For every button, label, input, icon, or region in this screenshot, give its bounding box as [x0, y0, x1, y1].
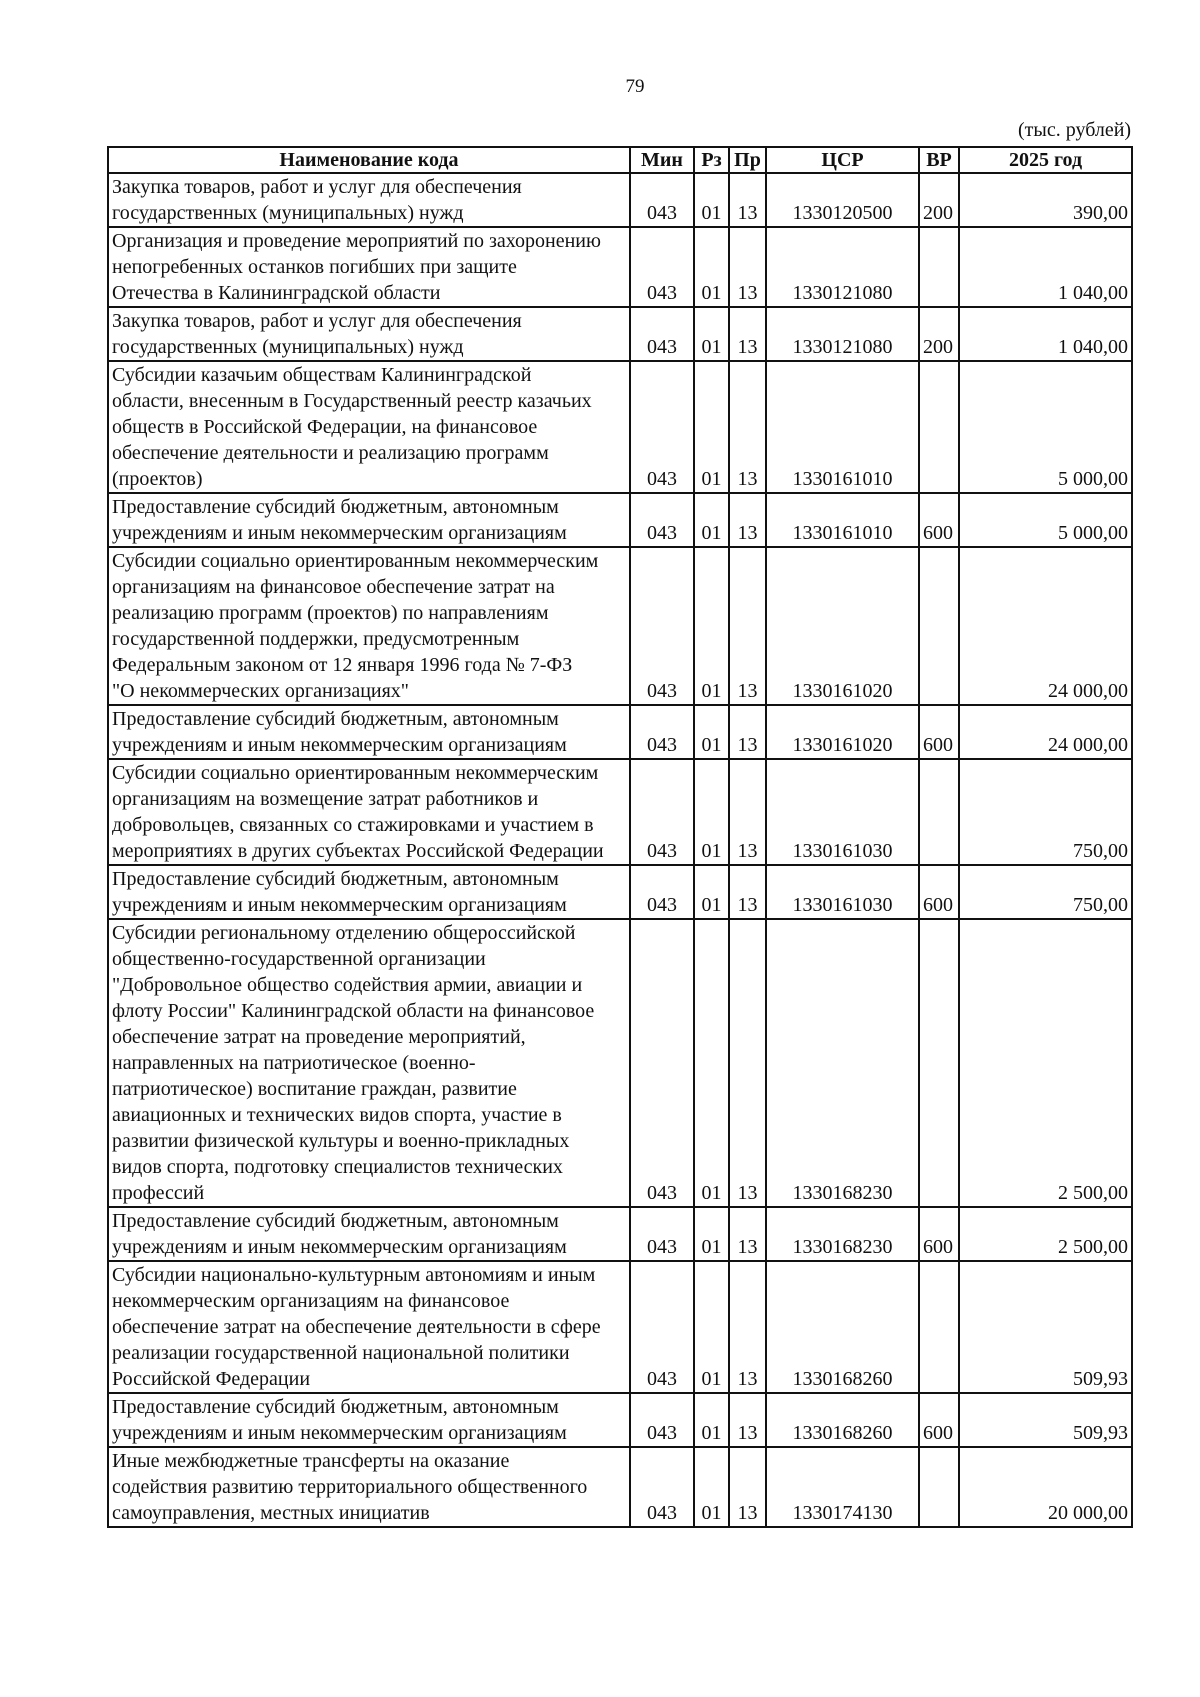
- row-rz: 01: [694, 919, 729, 1207]
- row-min: 043: [630, 759, 694, 865]
- row-vr: [919, 547, 959, 705]
- row-name: [108, 1393, 630, 1447]
- row-pr: 13: [729, 1447, 766, 1527]
- units-label: (тыс. рублей): [1018, 119, 1132, 141]
- row-vr: 600: [919, 705, 959, 759]
- row-name-line: профессий: [112, 1182, 205, 1204]
- table-row: [108, 759, 1132, 865]
- table-row: [108, 227, 1132, 307]
- row-vr: 600: [919, 865, 959, 919]
- row-name: [108, 705, 630, 759]
- row-vr: 600: [919, 493, 959, 547]
- row-name-line: Предоставление субсидий бюджетным, автономным: [112, 1210, 559, 1232]
- row-rz: 01: [694, 227, 729, 307]
- row-name-line: видов спорта, подготовку специалистов технических: [112, 1156, 563, 1178]
- row-name-line: "Добровольное общество содействия армии, авиации и: [112, 974, 583, 996]
- row-csr: 1330161020: [766, 705, 919, 759]
- row-pr: 13: [729, 1207, 766, 1261]
- row-name-line: государственных (муниципальных) нужд: [112, 336, 464, 358]
- header-name: Наименование кода: [108, 147, 630, 173]
- row-name-line: Федеральным законом от 12 января 1996 года № 7-ФЗ: [112, 654, 573, 676]
- row-rz: 01: [694, 705, 729, 759]
- row-name: [108, 1207, 630, 1261]
- row-amount: 5 000,00: [959, 493, 1132, 547]
- row-name-line: (проектов): [112, 468, 203, 490]
- page-number: 79: [625, 76, 645, 97]
- row-rz: 01: [694, 1207, 729, 1261]
- row-name-line: непогребенных останков погибших при защите: [112, 256, 517, 278]
- row-pr: 13: [729, 1261, 766, 1393]
- row-min: 043: [630, 493, 694, 547]
- row-pr: 13: [729, 547, 766, 705]
- row-vr: 200: [919, 173, 959, 227]
- row-name-line: реализацию программ (проектов) по направлениям: [112, 602, 549, 624]
- row-min: 043: [630, 227, 694, 307]
- row-name-line: Субсидии региональному отделению общероссийской: [112, 922, 576, 944]
- row-name-line: учреждениям и иным некоммерческим организациям: [112, 894, 567, 916]
- row-name-line: Отечества в Калининградской области: [112, 282, 441, 304]
- row-csr: 1330161010: [766, 493, 919, 547]
- row-name: [108, 307, 630, 361]
- row-name-line: патриотическое) воспитание граждан, развитие: [112, 1078, 517, 1100]
- row-name-line: государственной поддержки, предусмотренным: [112, 628, 520, 650]
- row-pr: 13: [729, 361, 766, 493]
- row-name-line: обществ в Российской Федерации, на финансовое: [112, 416, 538, 438]
- row-pr: 13: [729, 307, 766, 361]
- row-vr: [919, 227, 959, 307]
- row-min: 043: [630, 919, 694, 1207]
- row-name-line: Субсидии социально ориентированным некоммерческим: [112, 550, 599, 572]
- row-amount: 750,00: [959, 759, 1132, 865]
- row-csr: 1330121080: [766, 227, 919, 307]
- header-rz: Рз: [694, 147, 729, 173]
- row-name-line: Предоставление субсидий бюджетным, автономным: [112, 868, 559, 890]
- row-name-line: Закупка товаров, работ и услуг для обеспечения: [112, 176, 522, 198]
- row-name-line: некоммерческим организациям на финансовое: [112, 1290, 510, 1312]
- row-vr: [919, 1261, 959, 1393]
- row-rz: 01: [694, 547, 729, 705]
- row-rz: 01: [694, 865, 729, 919]
- row-name: [108, 227, 630, 307]
- row-rz: 01: [694, 1393, 729, 1447]
- row-name-line: самоуправления, местных инициатив: [112, 1502, 430, 1524]
- row-pr: 13: [729, 759, 766, 865]
- row-min: 043: [630, 1393, 694, 1447]
- row-name-line: содействия развитию территориального общественного: [112, 1476, 588, 1498]
- row-name: [108, 759, 630, 865]
- row-min: 043: [630, 1261, 694, 1393]
- row-rz: 01: [694, 1447, 729, 1527]
- row-amount: 20 000,00: [959, 1447, 1132, 1527]
- row-rz: 01: [694, 759, 729, 865]
- row-vr: 600: [919, 1207, 959, 1261]
- row-name-line: организациям на возмещение затрат работников и: [112, 788, 539, 810]
- row-pr: 13: [729, 493, 766, 547]
- row-name-line: учреждениям и иным некоммерческим организациям: [112, 522, 567, 544]
- header-year: 2025 год: [959, 147, 1132, 173]
- row-amount: 509,93: [959, 1261, 1132, 1393]
- table-row: [108, 1393, 1132, 1447]
- row-csr: 1330161020: [766, 547, 919, 705]
- row-csr: 1330161030: [766, 865, 919, 919]
- row-min: 043: [630, 705, 694, 759]
- row-amount: 750,00: [959, 865, 1132, 919]
- row-amount: 24 000,00: [959, 705, 1132, 759]
- header-min: Мин: [630, 147, 694, 173]
- row-name-line: обеспечение деятельности и реализацию программ: [112, 442, 549, 464]
- row-name-line: учреждениям и иным некоммерческим организациям: [112, 734, 567, 756]
- row-name-line: мероприятиях в других субъектах Российской Федерации: [112, 840, 604, 862]
- row-min: 043: [630, 1207, 694, 1261]
- table-row: [108, 173, 1132, 227]
- row-csr: 1330161010: [766, 361, 919, 493]
- row-amount: 509,93: [959, 1393, 1132, 1447]
- row-rz: 01: [694, 1261, 729, 1393]
- row-csr: 1330168230: [766, 919, 919, 1207]
- row-name-line: учреждениям и иным некоммерческим организациям: [112, 1236, 567, 1258]
- row-min: 043: [630, 361, 694, 493]
- row-vr: 600: [919, 1393, 959, 1447]
- row-name-line: Предоставление субсидий бюджетным, автономным: [112, 708, 559, 730]
- table-body: [108, 173, 1132, 1527]
- row-name-line: Иные межбюджетные трансферты на оказание: [112, 1450, 510, 1472]
- row-name-line: авиационных и технических видов спорта, участие в: [112, 1104, 562, 1126]
- row-name-line: учреждениям и иным некоммерческим организациям: [112, 1422, 567, 1444]
- row-name: [108, 1447, 630, 1527]
- table-row: [108, 705, 1132, 759]
- row-vr: [919, 361, 959, 493]
- row-name-line: государственных (муниципальных) нужд: [112, 202, 464, 224]
- row-pr: 13: [729, 1393, 766, 1447]
- row-min: 043: [630, 547, 694, 705]
- row-pr: 13: [729, 919, 766, 1207]
- table-row: [108, 1261, 1132, 1393]
- row-name: [108, 547, 630, 705]
- row-name-line: добровольцев, связанных со стажировками и участием в: [112, 814, 594, 836]
- row-name: [108, 1261, 630, 1393]
- row-csr: 1330168230: [766, 1207, 919, 1261]
- row-min: 043: [630, 865, 694, 919]
- row-name: [108, 493, 630, 547]
- row-name-line: "О некоммерческих организациях": [112, 680, 409, 702]
- row-amount: 5 000,00: [959, 361, 1132, 493]
- row-rz: 01: [694, 307, 729, 361]
- row-amount: 2 500,00: [959, 919, 1132, 1207]
- row-name: [108, 361, 630, 493]
- row-csr: 1330168260: [766, 1393, 919, 1447]
- row-name-line: Организация и проведение мероприятий по захоронению: [112, 230, 601, 252]
- row-name-line: организациям на финансовое обеспечение затрат на: [112, 576, 555, 598]
- row-name-line: области, внесенным в Государственный реестр казачьих: [112, 390, 592, 412]
- row-csr: 1330168260: [766, 1261, 919, 1393]
- row-csr: 1330174130: [766, 1447, 919, 1527]
- table-row: [108, 1207, 1132, 1261]
- table-row: [108, 1447, 1132, 1527]
- row-rz: 01: [694, 173, 729, 227]
- row-rz: 01: [694, 361, 729, 493]
- header-pr: Пр: [729, 147, 766, 173]
- table-row: [108, 493, 1132, 547]
- row-name-line: реализации государственной национальной политики: [112, 1342, 570, 1364]
- row-csr: 1330120500: [766, 173, 919, 227]
- row-rz: 01: [694, 493, 729, 547]
- header-vr: ВР: [919, 147, 959, 173]
- table-row: [108, 865, 1132, 919]
- row-name: [108, 173, 630, 227]
- row-name: [108, 865, 630, 919]
- row-name-line: развитии физической культуры и военно-прикладных: [112, 1130, 570, 1152]
- row-name-line: направленных на патриотическое (военно-: [112, 1052, 476, 1074]
- row-pr: 13: [729, 705, 766, 759]
- row-min: 043: [630, 307, 694, 361]
- row-name-line: Субсидии национально-культурным автономиям и иным: [112, 1264, 596, 1286]
- row-csr: 1330161030: [766, 759, 919, 865]
- row-name-line: обеспечение затрат на обеспечение деятельности в сфере: [112, 1316, 601, 1338]
- row-name-line: флоту России" Калининградской области на финансовое: [112, 1000, 595, 1022]
- header-row: [108, 147, 1132, 173]
- row-amount: 2 500,00: [959, 1207, 1132, 1261]
- header-csr: ЦСР: [766, 147, 919, 173]
- table-row: [108, 361, 1132, 493]
- row-name-line: Закупка товаров, работ и услуг для обеспечения: [112, 310, 522, 332]
- row-amount: 1 040,00: [959, 227, 1132, 307]
- row-vr: [919, 1447, 959, 1527]
- row-csr: 1330121080: [766, 307, 919, 361]
- table-row: [108, 919, 1132, 1207]
- table-row: [108, 307, 1132, 361]
- row-name-line: обеспечение затрат на проведение мероприятий,: [112, 1026, 526, 1048]
- row-amount: 390,00: [959, 173, 1132, 227]
- row-name-line: Российской Федерации: [112, 1368, 311, 1390]
- row-amount: 24 000,00: [959, 547, 1132, 705]
- row-pr: 13: [729, 865, 766, 919]
- row-vr: [919, 919, 959, 1207]
- row-name-line: общественно-государственной организации: [112, 948, 486, 970]
- row-min: 043: [630, 1447, 694, 1527]
- budget-table: [107, 146, 1133, 1528]
- row-name-line: Субсидии казачьим обществам Калининградской: [112, 364, 532, 386]
- row-pr: 13: [729, 227, 766, 307]
- table-row: [108, 547, 1132, 705]
- row-min: 043: [630, 173, 694, 227]
- row-name-line: Предоставление субсидий бюджетным, автономным: [112, 496, 559, 518]
- row-pr: 13: [729, 173, 766, 227]
- row-vr: 200: [919, 307, 959, 361]
- row-name-line: Субсидии социально ориентированным некоммерческим: [112, 762, 599, 784]
- row-name: [108, 919, 630, 1207]
- row-vr: [919, 759, 959, 865]
- row-name-line: Предоставление субсидий бюджетным, автономным: [112, 1396, 559, 1418]
- row-amount: 1 040,00: [959, 307, 1132, 361]
